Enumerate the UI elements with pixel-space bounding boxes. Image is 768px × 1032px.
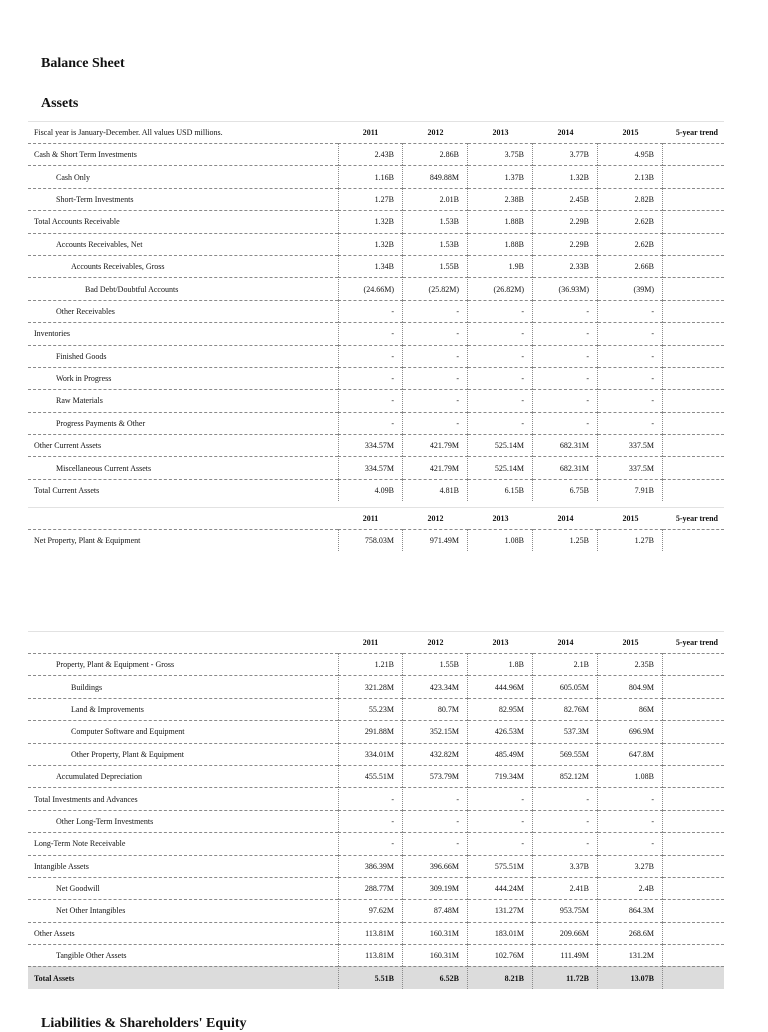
value-cell: 1.32B	[338, 233, 403, 255]
value-cell: 432.82M	[403, 743, 468, 765]
trend-cell	[663, 832, 724, 854]
value-cell: 11.72B	[533, 966, 598, 988]
year-header: 2011	[338, 631, 403, 653]
value-cell: 1.8B	[468, 653, 533, 675]
value-cell: 1.27B	[598, 529, 663, 551]
value-cell: 1.37B	[468, 165, 533, 187]
table-row	[28, 877, 724, 899]
value-cell: -	[598, 832, 663, 854]
value-cell: 4.81B	[403, 479, 468, 501]
table-row	[28, 188, 724, 210]
value-cell: -	[403, 300, 468, 322]
value-cell: 758.03M	[338, 529, 403, 551]
value-cell: 426.53M	[468, 720, 533, 742]
value-cell: -	[533, 345, 598, 367]
value-cell: 2.29B	[533, 210, 598, 232]
value-cell: -	[338, 787, 403, 809]
row-label: Net Goodwill	[28, 877, 338, 899]
value-cell: -	[468, 787, 533, 809]
value-cell: 396.66M	[403, 855, 468, 877]
trend-cell	[663, 188, 724, 210]
value-cell: -	[598, 412, 663, 434]
value-cell: -	[598, 322, 663, 344]
trend-cell	[663, 367, 724, 389]
trend-cell	[663, 233, 724, 255]
table-row	[28, 720, 724, 742]
table-row	[28, 743, 724, 765]
value-cell: 2.66B	[598, 255, 663, 277]
table-row	[28, 255, 724, 277]
row-label: Net Other Intangibles	[28, 899, 338, 921]
year-header: 2013	[468, 507, 533, 529]
value-cell: 97.62M	[338, 899, 403, 921]
value-cell: 113.81M	[338, 944, 403, 966]
trend-cell	[663, 743, 724, 765]
table-row	[28, 277, 724, 299]
value-cell: 1.53B	[403, 210, 468, 232]
value-cell: -	[533, 810, 598, 832]
value-cell: 111.49M	[533, 944, 598, 966]
value-cell: 444.96M	[468, 675, 533, 697]
value-cell: 2.43B	[338, 143, 403, 165]
value-cell: 953.75M	[533, 899, 598, 921]
value-cell: 1.32B	[338, 210, 403, 232]
row-label: Other Assets	[28, 922, 338, 944]
trend-cell	[663, 389, 724, 411]
row-label: Accounts Receivables, Gross	[28, 255, 338, 277]
value-cell: 5.51B	[338, 966, 403, 988]
row-label: Other Long-Term Investments	[28, 810, 338, 832]
value-cell: -	[468, 412, 533, 434]
value-cell: 3.77B	[533, 143, 598, 165]
value-cell: 2.38B	[468, 188, 533, 210]
value-cell: 1.55B	[403, 653, 468, 675]
value-cell: 337.5M	[598, 456, 663, 478]
table-row	[28, 855, 724, 877]
value-cell: -	[403, 832, 468, 854]
value-cell: -	[338, 389, 403, 411]
value-cell: 160.31M	[403, 944, 468, 966]
row-label: Total Assets	[28, 966, 338, 988]
value-cell: (39M)	[598, 277, 663, 299]
value-cell: 6.75B	[533, 479, 598, 501]
value-cell: 525.14M	[468, 434, 533, 456]
value-cell: -	[468, 322, 533, 344]
value-cell: 971.49M	[403, 529, 468, 551]
value-cell: 1.16B	[338, 165, 403, 187]
value-cell: 2.86B	[403, 143, 468, 165]
row-label: Bad Debt/Doubtful Accounts	[28, 277, 338, 299]
row-label: Miscellaneous Current Assets	[28, 456, 338, 478]
year-header: 2013	[468, 121, 533, 143]
year-header: 2015	[598, 121, 663, 143]
value-cell: -	[598, 300, 663, 322]
value-cell: 113.81M	[338, 922, 403, 944]
value-cell: 102.76M	[468, 944, 533, 966]
trend-cell	[663, 479, 724, 501]
value-cell: -	[338, 300, 403, 322]
value-cell: -	[533, 787, 598, 809]
value-cell: (24.66M)	[338, 277, 403, 299]
section-title-assets: Assets	[41, 96, 79, 111]
value-cell: 1.25B	[533, 529, 598, 551]
value-cell: (25.82M)	[403, 277, 468, 299]
year-header: 2011	[338, 507, 403, 529]
value-cell: 2.01B	[403, 188, 468, 210]
value-cell: 849.88M	[403, 165, 468, 187]
year-header: 2012	[403, 121, 468, 143]
value-cell: -	[468, 345, 533, 367]
table-row	[28, 675, 724, 697]
value-cell: 2.33B	[533, 255, 598, 277]
row-label: Total Current Assets	[28, 479, 338, 501]
value-cell: 131.27M	[468, 899, 533, 921]
table-row	[28, 944, 724, 966]
value-cell: 321.28M	[338, 675, 403, 697]
row-label: Other Receivables	[28, 300, 338, 322]
value-cell: -	[403, 412, 468, 434]
value-cell: 569.55M	[533, 743, 598, 765]
row-label: Property, Plant & Equipment - Gross	[28, 653, 338, 675]
value-cell: -	[403, 787, 468, 809]
value-cell: 444.24M	[468, 877, 533, 899]
value-cell: 573.79M	[403, 765, 468, 787]
value-cell: 334.57M	[338, 456, 403, 478]
trend-cell	[663, 698, 724, 720]
row-label: Total Accounts Receivable	[28, 210, 338, 232]
value-cell: -	[598, 787, 663, 809]
total-row	[28, 966, 724, 988]
trend-cell	[663, 810, 724, 832]
table-row	[28, 765, 724, 787]
value-cell: 183.01M	[468, 922, 533, 944]
value-cell: 2.29B	[533, 233, 598, 255]
value-cell: 1.27B	[338, 188, 403, 210]
value-cell: 455.51M	[338, 765, 403, 787]
value-cell: 4.95B	[598, 143, 663, 165]
value-cell: 291.88M	[338, 720, 403, 742]
value-cell: -	[403, 810, 468, 832]
table-row	[28, 233, 724, 255]
table-row	[28, 322, 724, 344]
trend-cell	[663, 143, 724, 165]
row-label: Net Property, Plant & Equipment	[28, 529, 338, 551]
value-cell: 80.7M	[403, 698, 468, 720]
trend-cell	[663, 922, 724, 944]
year-header: 2014	[533, 121, 598, 143]
table-row	[28, 210, 724, 232]
value-cell: 2.1B	[533, 653, 598, 675]
table-row	[28, 698, 724, 720]
trend-cell	[663, 210, 724, 232]
value-cell: 82.76M	[533, 698, 598, 720]
table-row	[28, 529, 724, 551]
value-cell: 309.19M	[403, 877, 468, 899]
value-cell: 575.51M	[468, 855, 533, 877]
table-header-row	[28, 507, 724, 529]
value-cell: 3.75B	[468, 143, 533, 165]
value-cell: 1.08B	[468, 529, 533, 551]
table-row	[28, 653, 724, 675]
value-cell: 864.3M	[598, 899, 663, 921]
value-cell: 131.2M	[598, 944, 663, 966]
table-row	[28, 345, 724, 367]
table-header-row	[28, 631, 724, 653]
row-label: Long-Term Note Receivable	[28, 832, 338, 854]
assets-ppe-net-table	[28, 507, 724, 551]
value-cell: -	[533, 412, 598, 434]
value-cell: 537.3M	[533, 720, 598, 742]
value-cell: -	[403, 345, 468, 367]
value-cell: 334.57M	[338, 434, 403, 456]
value-cell: -	[338, 412, 403, 434]
trend-cell	[663, 944, 724, 966]
trend-header: 5-year trend	[663, 507, 724, 529]
value-cell: -	[468, 389, 533, 411]
year-header: 2011	[338, 121, 403, 143]
value-cell: 1.08B	[598, 765, 663, 787]
value-cell: 209.66M	[533, 922, 598, 944]
value-cell: -	[338, 832, 403, 854]
table-row	[28, 456, 724, 478]
value-cell: 2.4B	[598, 877, 663, 899]
table-row	[28, 810, 724, 832]
value-cell: 1.88B	[468, 233, 533, 255]
table-row	[28, 143, 724, 165]
value-cell: 485.49M	[468, 743, 533, 765]
trend-header: 5-year trend	[663, 631, 724, 653]
value-cell: 337.5M	[598, 434, 663, 456]
table-row	[28, 389, 724, 411]
value-cell: 55.23M	[338, 698, 403, 720]
value-cell: 1.9B	[468, 255, 533, 277]
value-cell: -	[338, 810, 403, 832]
table-row	[28, 412, 724, 434]
trend-cell	[663, 787, 724, 809]
value-cell: 852.12M	[533, 765, 598, 787]
value-cell: 1.88B	[468, 210, 533, 232]
value-cell: -	[468, 832, 533, 854]
trend-cell	[663, 653, 724, 675]
row-label: Other Current Assets	[28, 434, 338, 456]
table-row	[28, 367, 724, 389]
value-cell: 6.52B	[403, 966, 468, 988]
row-label: Computer Software and Equipment	[28, 720, 338, 742]
value-cell: (36.93M)	[533, 277, 598, 299]
value-cell: 2.82B	[598, 188, 663, 210]
year-header: 2013	[468, 631, 533, 653]
value-cell: 87.48M	[403, 899, 468, 921]
year-header: 2014	[533, 631, 598, 653]
value-cell: 7.91B	[598, 479, 663, 501]
table-row	[28, 434, 724, 456]
trend-cell	[663, 877, 724, 899]
row-label: Finished Goods	[28, 345, 338, 367]
value-cell: -	[403, 367, 468, 389]
value-cell: 2.62B	[598, 210, 663, 232]
value-cell: -	[338, 345, 403, 367]
year-header: 2015	[598, 631, 663, 653]
trend-cell	[663, 855, 724, 877]
year-header: 2015	[598, 507, 663, 529]
value-cell: 423.34M	[403, 675, 468, 697]
value-cell: -	[598, 389, 663, 411]
fiscal-note: Fiscal year is January-December. All values USD millions.	[28, 121, 338, 143]
table-row	[28, 165, 724, 187]
row-label: Cash Only	[28, 165, 338, 187]
row-label: Total Investments and Advances	[28, 787, 338, 809]
row-label: Raw Materials	[28, 389, 338, 411]
trend-cell	[663, 165, 724, 187]
row-label: Land & Improvements	[28, 698, 338, 720]
row-label: Short-Term Investments	[28, 188, 338, 210]
value-cell: 804.9M	[598, 675, 663, 697]
row-label: Accounts Receivables, Net	[28, 233, 338, 255]
trend-cell	[663, 322, 724, 344]
section-title-liabilities: Liabilities & Shareholders' Equity	[41, 1016, 247, 1031]
trend-cell	[663, 300, 724, 322]
value-cell: -	[533, 322, 598, 344]
value-cell: -	[533, 300, 598, 322]
value-cell: 605.05M	[533, 675, 598, 697]
row-label: Cash & Short Term Investments	[28, 143, 338, 165]
table-row	[28, 479, 724, 501]
value-cell: 334.01M	[338, 743, 403, 765]
value-cell: -	[403, 389, 468, 411]
trend-cell	[663, 456, 724, 478]
value-cell: 268.6M	[598, 922, 663, 944]
value-cell: (26.82M)	[468, 277, 533, 299]
trend-cell	[663, 765, 724, 787]
value-cell: 8.21B	[468, 966, 533, 988]
value-cell: 1.21B	[338, 653, 403, 675]
value-cell: -	[468, 367, 533, 389]
value-cell: 1.34B	[338, 255, 403, 277]
trend-cell	[663, 277, 724, 299]
trend-cell	[663, 720, 724, 742]
value-cell: 1.32B	[533, 165, 598, 187]
value-cell: -	[403, 322, 468, 344]
value-cell: -	[598, 367, 663, 389]
value-cell: 525.14M	[468, 456, 533, 478]
value-cell: 4.09B	[338, 479, 403, 501]
value-cell: 1.55B	[403, 255, 468, 277]
trend-cell	[663, 966, 724, 988]
value-cell: 3.37B	[533, 855, 598, 877]
value-cell: 2.35B	[598, 653, 663, 675]
value-cell: 160.31M	[403, 922, 468, 944]
page-title: Balance Sheet	[41, 56, 125, 71]
value-cell: 696.9M	[598, 720, 663, 742]
row-label: Work in Progress	[28, 367, 338, 389]
trend-cell	[663, 255, 724, 277]
value-cell: 2.41B	[533, 877, 598, 899]
value-cell: 2.45B	[533, 188, 598, 210]
assets-current-table	[28, 121, 724, 501]
value-cell: 1.53B	[403, 233, 468, 255]
value-cell: 13.07B	[598, 966, 663, 988]
trend-cell	[663, 412, 724, 434]
value-cell: 421.79M	[403, 456, 468, 478]
value-cell: 6.15B	[468, 479, 533, 501]
value-cell: 421.79M	[403, 434, 468, 456]
year-header: 2014	[533, 507, 598, 529]
trend-cell	[663, 529, 724, 551]
value-cell: 647.8M	[598, 743, 663, 765]
trend-cell	[663, 899, 724, 921]
value-cell: 3.27B	[598, 855, 663, 877]
value-cell: -	[468, 300, 533, 322]
trend-cell	[663, 345, 724, 367]
row-label: Other Property, Plant & Equipment	[28, 743, 338, 765]
table-row	[28, 899, 724, 921]
year-header: 2012	[403, 507, 468, 529]
value-cell: -	[533, 367, 598, 389]
table-row	[28, 300, 724, 322]
value-cell: 82.95M	[468, 698, 533, 720]
value-cell: 288.77M	[338, 877, 403, 899]
value-cell: 2.62B	[598, 233, 663, 255]
value-cell: 386.39M	[338, 855, 403, 877]
trend-cell	[663, 675, 724, 697]
value-cell: 682.31M	[533, 456, 598, 478]
trend-cell	[663, 434, 724, 456]
value-cell: 682.31M	[533, 434, 598, 456]
value-cell: -	[598, 345, 663, 367]
trend-header: 5-year trend	[663, 121, 724, 143]
table-row	[28, 787, 724, 809]
row-label: Intangible Assets	[28, 855, 338, 877]
row-label: Accumulated Depreciation	[28, 765, 338, 787]
value-cell: -	[533, 832, 598, 854]
value-cell: 2.13B	[598, 165, 663, 187]
row-label: Buildings	[28, 675, 338, 697]
value-cell: -	[533, 389, 598, 411]
row-label: Tangible Other Assets	[28, 944, 338, 966]
row-label: Progress Payments & Other	[28, 412, 338, 434]
value-cell: -	[468, 810, 533, 832]
row-label: Inventories	[28, 322, 338, 344]
table-header-row	[28, 121, 724, 143]
value-cell: 86M	[598, 698, 663, 720]
table-row	[28, 922, 724, 944]
value-cell: 719.34M	[468, 765, 533, 787]
value-cell: -	[338, 322, 403, 344]
value-cell: -	[598, 810, 663, 832]
value-cell: -	[338, 367, 403, 389]
year-header: 2012	[403, 631, 468, 653]
assets-noncurrent-table	[28, 631, 724, 989]
value-cell: 352.15M	[403, 720, 468, 742]
table-row	[28, 832, 724, 854]
